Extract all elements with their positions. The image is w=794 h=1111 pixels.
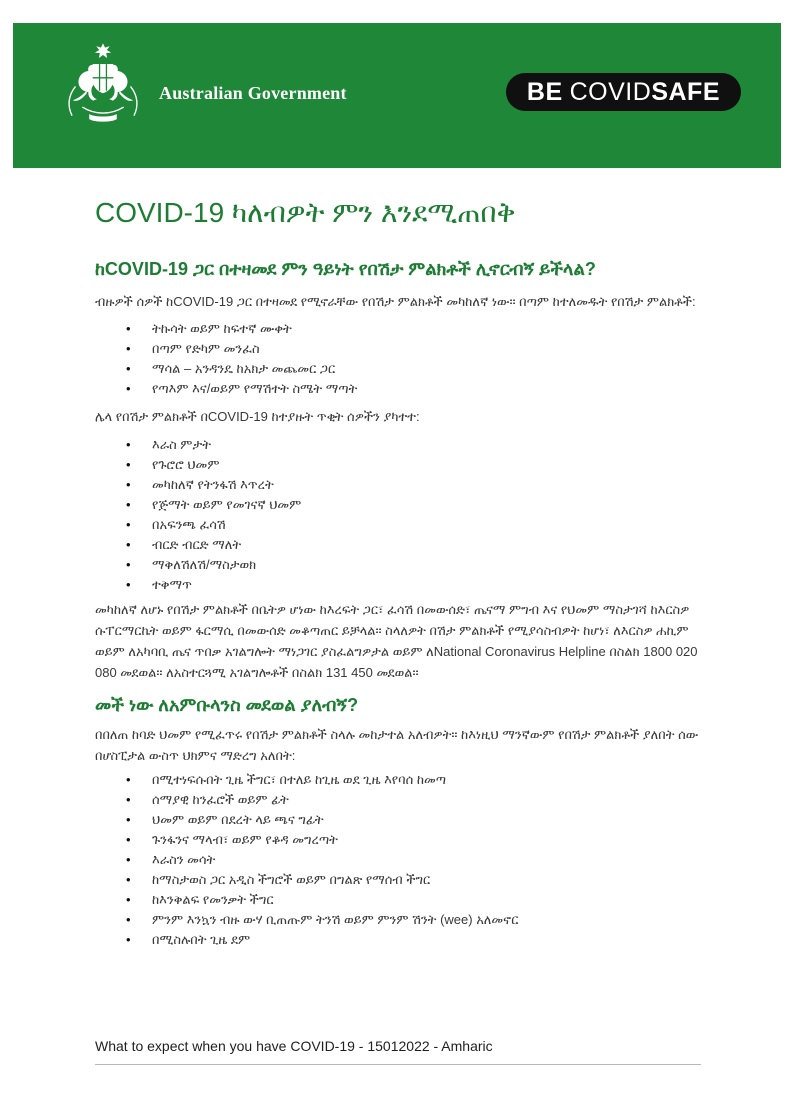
footer-divider bbox=[95, 1064, 701, 1065]
badge-covid-text: COVID bbox=[569, 77, 652, 106]
list-item: • በአፍንጫ ፈሳሽ bbox=[95, 515, 701, 534]
emergency-symptoms-list bbox=[95, 770, 701, 949]
ambulance-intro-paragraph: በበለጠ ከባድ ህመም የሚፈጥሩ የበሽታ ምልክቶች ስላሉ መከታተል አለብዎት። ከእነዚህ ማንኛውም የበሽታ ምልክቶች ያለበት ሰው በሆስፒታል ውስጥ ህክምና ማድረግ አለበት: bbox=[95, 727, 699, 763]
list-item: • ተቅማጥ bbox=[95, 575, 701, 594]
australian-government-label: Australian Government bbox=[159, 83, 347, 103]
list-item: • እራስን መሳት bbox=[95, 850, 701, 869]
list-item: • የጉሮሮ ህመም bbox=[95, 455, 701, 474]
list-item: • ሰማያዊ ከንፈሮች ወይም ፊት bbox=[95, 790, 701, 809]
australian-coat-of-arms-icon bbox=[60, 41, 146, 137]
common-symptoms-list bbox=[95, 319, 701, 398]
list-item: • ብርድ ብርድ ማለት bbox=[95, 535, 701, 554]
ambulance-section-heading: መች ነው ለአምቡላንስ መደወል ያለብኝ? bbox=[95, 695, 359, 715]
list-item: • ማቅለሽለሽ/ማስታወክ bbox=[95, 555, 701, 574]
list-item: • እራስ ምታት bbox=[95, 435, 701, 454]
be-covidsafe-badge bbox=[506, 73, 741, 111]
document-body bbox=[95, 168, 701, 950]
badge-safe-text: SAFE bbox=[651, 77, 720, 106]
list-item: • ከእንቅልፍ የመንቃት ችግር bbox=[95, 890, 701, 909]
list-item: • በጣም የድካም መንፈስ bbox=[95, 339, 701, 358]
list-item: • የጣእም እና/ወይም የማሽተት ስሜት ማጣት bbox=[95, 379, 701, 398]
home-care-advice-paragraph: መካከለኛ ለሆኑ የበሽታ ምልክቶች በቤትዎ ሆነው ከእረፍት ጋር፣ ፈሳሽ በመውሰድ፣ ጤናማ ምግብ እና የህመም ማስታገሻ ከእርስዎ ሱፐርማርኬት ወይም ፋርማሲ በመውሰድ መቆጣጠር ይቻላል። ስላለዎት በሽታ ምልክቶች የሚያሳስብዎት ከሆነ፣ ለእርስዎ ሐኪም ወይም ለአካባቢ ጤና ጥበቃ አገልግሎት ማነጋገር ያስፈልግዎታል ወይም ለNational Coronavirus Helpline በስልክ 1800 020 080 መደወል። ለአስተርጓሚ አገልግሎቶች በስልክ 131 450 መደወል። bbox=[95, 602, 698, 680]
other-symptoms-intro: ሌላ የበሽታ ምልክቶች በCOVID-19 ከተያዙት ጥቂት ሰዎችን ያካተተ: bbox=[95, 409, 420, 424]
list-item: • በሚስሉበት ጊዜ ደም bbox=[95, 930, 701, 949]
symptoms-section-heading: ከCOVID-19 ጋር በተዛመደ ምን ዓይነት የበሽታ ምልክቶች ሊኖርብኝ ይችላል? bbox=[95, 259, 596, 279]
list-item: • ትኩሳት ወይም ከፍተኛ ሙቀት bbox=[95, 319, 701, 338]
page-title: COVID-19 ካለብዎት ምን እንደሚጠበቅ bbox=[95, 197, 516, 228]
list-item: • መካከለኛ የትንፋሽ እጥረት bbox=[95, 475, 701, 494]
list-item: • በሚተነፍሱበት ጊዜ ችግር፣ በተለይ ከጊዜ ወደ ጊዜ እየባሰ ከመጣ bbox=[95, 770, 701, 789]
badge-be-text: BE bbox=[526, 77, 563, 106]
list-item: • ምንም እንኳን ብዙ ውሃ ቢጠጡም ትንሽ ወይም ምንም ሽንት (wee) አለመኖር bbox=[95, 910, 701, 929]
header-band bbox=[13, 23, 781, 168]
list-item: • ህመም ወይም በደረት ላይ ጫና ግፊት bbox=[95, 810, 701, 829]
list-item: • የጅማት ወይም የመገናኛ ህመም bbox=[95, 495, 701, 514]
list-item: • ጉንፋንና ማላብ፣ ወይም የቆዳ መግረጣት bbox=[95, 830, 701, 849]
list-item: • ማሳል – አንዳንዴ ከአክታ መጨመር ጋር bbox=[95, 359, 701, 378]
symptoms-intro-paragraph: ብዙዎች ሰዎች ከCOVID-19 ጋር በተዛመደ የሚኖራቸው የበሽታ ምልክቶች መካከለኛ ነው። በጣም ከተለመዱት የበሽታ ምልክቶች: bbox=[95, 294, 696, 309]
list-item: • ከማስታወስ ጋር አዲስ ችግሮች ወይም በግልጽ የማሰብ ችግር bbox=[95, 870, 701, 889]
other-symptoms-list bbox=[95, 435, 701, 594]
document-footer: What to expect when you have COVID-19 - 15012022 - Amharic bbox=[95, 1038, 493, 1054]
